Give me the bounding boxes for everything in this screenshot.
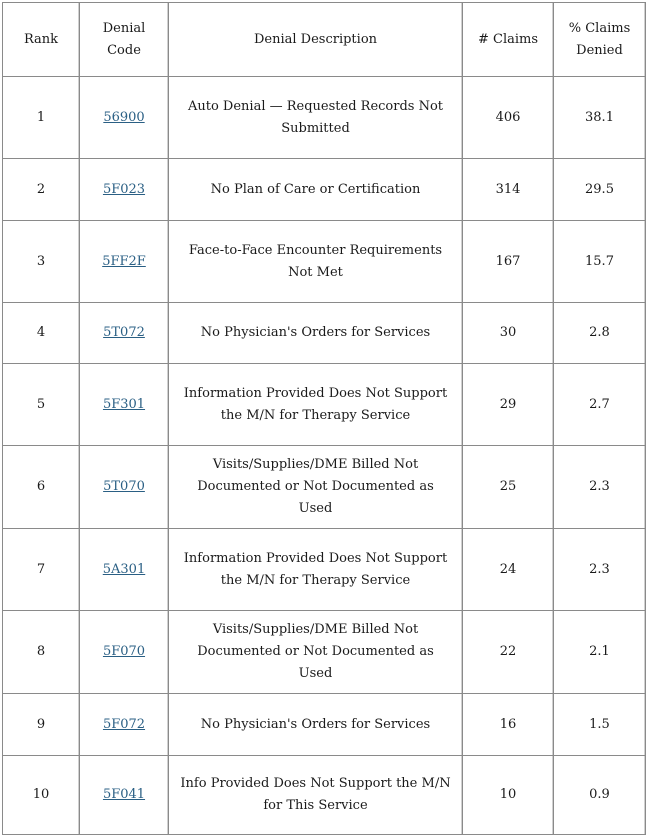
denial-code-link[interactable]: 5F041 [102,787,146,802]
claims-cell: 10 [463,756,554,835]
table-row [3,364,646,446]
description-cell: No Physician's Orders for Services [169,694,463,756]
description-cell: Face-to-Face Encounter Requirements Not Met [169,221,463,303]
rank-cell: 10 [3,756,80,835]
table-row [3,303,646,364]
code-cell [80,77,169,159]
description-cell: Visits/Supplies/DME Billed Not Documented or Not Documented as Used [169,446,463,529]
table-row [3,446,646,529]
description-cell: Visits/Supplies/DME Billed Not Documented or Not Documented as Used [169,611,463,694]
denial-code-link[interactable]: 5A301 [102,561,146,577]
pct-cell: 2.7 [554,364,646,446]
table-row [3,159,646,221]
code-cell [80,694,169,756]
table-row [3,611,646,694]
description-cell: No Physician's Orders for Services [169,303,463,364]
pct-cell: 2.3 [554,446,646,529]
claims-cell: 314 [463,159,554,221]
pct-cell: 38.1 [554,77,646,159]
claims-cell: 29 [463,364,554,446]
denial-code-link[interactable]: 5T072 [103,325,145,340]
description-cell: No Plan of Care or Certification [169,159,463,221]
pct-cell: 29.5 [554,159,646,221]
pct-cell: 15.7 [554,221,646,303]
table-row [3,221,646,303]
pct-cell: 0.9 [554,756,646,835]
denial-code-link[interactable]: 5F301 [102,396,146,412]
rank-cell: 5 [3,364,80,446]
denial-code-link[interactable]: 5F072 [102,716,146,732]
rank-cell: 2 [3,159,80,221]
denial-code-link[interactable]: 56900 [103,109,145,125]
claims-cell: 25 [463,446,554,529]
code-cell [80,221,169,303]
claims-cell: 406 [463,77,554,159]
code-cell [80,446,169,529]
denial-table [2,2,646,835]
table-row [3,694,646,756]
table-row [3,529,646,611]
table-row [3,77,646,159]
rank-cell: 6 [3,446,80,529]
description-cell: Information Provided Does Not Support the M/N for Therapy Service [169,364,463,446]
pct-cell: 1.5 [554,694,646,756]
claims-cell: 24 [463,529,554,611]
header-denial-description: Denial Description [169,3,463,77]
description-cell: Information Provided Does Not Support the M/N for Therapy Service [169,529,463,611]
claims-cell: 16 [463,694,554,756]
header-pct-claims-denied: % Claims Denied [554,3,646,77]
description-cell: Auto Denial — Requested Records Not Submitted [169,77,463,159]
denial-code-link[interactable]: 5F070 [102,644,146,659]
claims-cell: 167 [463,221,554,303]
code-cell [80,611,169,694]
table-row [3,756,646,835]
pct-cell: 2.1 [554,611,646,694]
header-claims: # Claims [463,3,554,77]
rank-cell: 1 [3,77,80,159]
denial-code-link[interactable]: 5T070 [103,479,145,494]
code-cell [80,364,169,446]
header-denial-code: Denial Code [80,3,169,77]
rank-cell: 3 [3,221,80,303]
denial-code-link[interactable]: 5FF2F [102,253,146,269]
pct-cell: 2.8 [554,303,646,364]
table-header-row [3,3,646,77]
code-cell [80,529,169,611]
rank-cell: 8 [3,611,80,694]
header-rank: Rank [3,3,80,77]
code-cell [80,756,169,835]
denial-code-link[interactable]: 5F023 [102,181,146,197]
rank-cell: 9 [3,694,80,756]
claims-cell: 30 [463,303,554,364]
pct-cell: 2.3 [554,529,646,611]
rank-cell: 4 [3,303,80,364]
claims-cell: 22 [463,611,554,694]
code-cell [80,303,169,364]
code-cell [80,159,169,221]
description-cell: Info Provided Does Not Support the M/N for This Service [169,756,463,835]
rank-cell: 7 [3,529,80,611]
